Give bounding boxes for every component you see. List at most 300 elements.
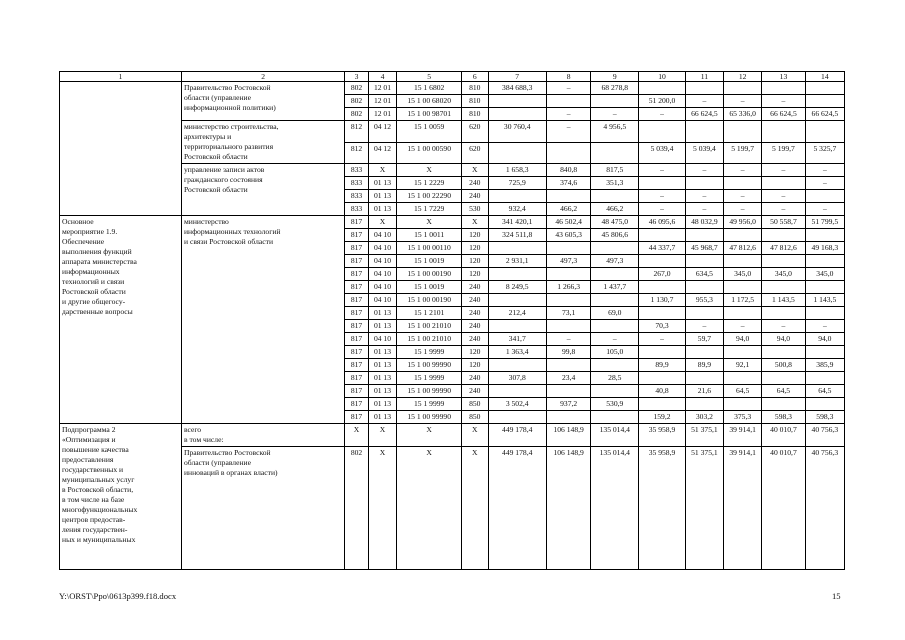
table-cell: 850 — [462, 411, 489, 424]
table-cell: 5 039,4 — [639, 142, 686, 164]
table-cell: – — [639, 203, 686, 216]
column-number: 3 — [345, 72, 368, 82]
table-cell: 12 01 — [368, 95, 397, 108]
table-cell — [724, 281, 762, 294]
table-cell: 466,2 — [546, 203, 591, 216]
text-line: информационных технологий — [183, 227, 281, 236]
table-cell — [805, 229, 844, 242]
text-line: Основное — [62, 217, 94, 226]
table-cell: 15 1 00 00590 — [397, 142, 462, 164]
table-cell: 35 958,9 — [639, 424, 686, 447]
table-cell: 385,9 — [805, 359, 844, 372]
table-cell: 5 199,7 — [724, 142, 762, 164]
table-cell: 94,0 — [762, 333, 805, 346]
table-cell: 04 12 — [368, 142, 397, 164]
table-cell — [724, 229, 762, 242]
table-cell: – — [685, 95, 723, 108]
table-cell: 46 502,4 — [546, 216, 591, 229]
table-cell: 2 931,1 — [488, 255, 546, 268]
footer-file-path: Y:\ORST\Ppo\0613p399.f18.docx — [59, 591, 177, 601]
table-cell: 449 178,4 — [488, 424, 546, 447]
table-cell — [805, 346, 844, 359]
table-cell: 01 13 — [368, 320, 397, 333]
table-cell: 135 014,4 — [591, 447, 639, 570]
table-cell: X — [368, 424, 397, 447]
table-cell: 01 13 — [368, 307, 397, 320]
table-cell: 40 010,7 — [762, 447, 805, 570]
table-cell: X — [397, 216, 462, 229]
table-cell — [546, 95, 591, 108]
text-line: в Ростовской области, — [62, 485, 134, 494]
text-line: информационной политики) — [183, 103, 276, 112]
table-cell: 120 — [462, 229, 489, 242]
table-row — [60, 82, 845, 95]
table-cell: 44 337,7 — [639, 242, 686, 255]
table-body — [60, 72, 845, 570]
table-cell: 802 — [345, 108, 368, 121]
table-cell: – — [805, 203, 844, 216]
table-cell: 267,0 — [639, 268, 686, 281]
table-cell: 497,3 — [546, 255, 591, 268]
table-cell: 23,4 — [546, 372, 591, 385]
table-cell — [591, 242, 639, 255]
table-cell: 64,5 — [805, 385, 844, 398]
text-line: архитектуры и — [183, 132, 232, 141]
table-cell — [591, 142, 639, 164]
table-cell: 324 511,8 — [488, 229, 546, 242]
table-cell — [762, 82, 805, 95]
table-cell: – — [805, 164, 844, 177]
table-cell — [639, 229, 686, 242]
table-cell — [685, 346, 723, 359]
table-cell: 106 148,9 — [546, 424, 591, 447]
table-cell — [805, 307, 844, 320]
table-cell: 106 148,9 — [546, 447, 591, 570]
table-cell: 49 956,0 — [724, 216, 762, 229]
table-cell: 497,3 — [591, 255, 639, 268]
table-cell — [685, 398, 723, 411]
table-cell — [762, 255, 805, 268]
table-cell: 833 — [345, 190, 368, 203]
table-cell: 8 249,5 — [488, 281, 546, 294]
table-cell: 39 914,1 — [724, 447, 762, 570]
budget-table — [59, 71, 845, 570]
table-cell: 12 01 — [368, 82, 397, 95]
text-line: Подпрограмма 2 — [62, 425, 116, 434]
table-cell: – — [639, 164, 686, 177]
column-number: 10 — [639, 72, 686, 82]
table-cell — [591, 320, 639, 333]
text-line: инноваций в органах власти) — [183, 468, 278, 477]
text-line: выполнения функций — [62, 247, 132, 256]
table-cell: 15 1 00 99990 — [397, 359, 462, 372]
table-cell: 46 095,6 — [639, 216, 686, 229]
table-cell: 39 914,1 — [724, 424, 762, 447]
column-number: 12 — [724, 72, 762, 82]
table-cell — [546, 242, 591, 255]
table-cell — [639, 255, 686, 268]
table-cell: 15 1 00 99990 — [397, 411, 462, 424]
table-cell: 634,5 — [685, 268, 723, 281]
table-cell: 4 956,5 — [591, 121, 639, 143]
table-cell: 15 1 00 00110 — [397, 242, 462, 255]
table-cell: – — [724, 203, 762, 216]
table-cell: – — [762, 203, 805, 216]
table-cell: – — [685, 190, 723, 203]
table-cell: – — [546, 108, 591, 121]
table-cell — [724, 307, 762, 320]
column-number: 5 — [397, 72, 462, 82]
table-cell: 15 1 6802 — [397, 82, 462, 95]
text-line: в том числе: — [183, 435, 224, 444]
table-cell — [546, 190, 591, 203]
table-cell: X — [368, 447, 397, 570]
table-cell: 28,5 — [591, 372, 639, 385]
table-cell: 5 199,7 — [762, 142, 805, 164]
table-cell — [591, 359, 639, 372]
table-cell: 15 1 0011 — [397, 229, 462, 242]
text-line: всего — [183, 425, 202, 434]
column-number: 14 — [805, 72, 844, 82]
column-number-header — [60, 72, 845, 82]
table-cell: – — [724, 95, 762, 108]
table-cell: 802 — [345, 95, 368, 108]
table-cell — [685, 121, 723, 143]
table-cell: 620 — [462, 142, 489, 164]
table-cell — [546, 385, 591, 398]
table-cell: 120 — [462, 359, 489, 372]
table-cell: 341 420,1 — [488, 216, 546, 229]
table-cell: – — [724, 190, 762, 203]
table-cell — [639, 82, 686, 95]
table-cell: 240 — [462, 190, 489, 203]
table-cell: 01 13 — [368, 203, 397, 216]
table-cell — [546, 320, 591, 333]
table-cell — [805, 398, 844, 411]
table-cell: 307,8 — [488, 372, 546, 385]
table-cell: 51 799,5 — [805, 216, 844, 229]
text-line: аппарата министерства — [62, 257, 137, 266]
table-cell: 04 10 — [368, 255, 397, 268]
text-line: Правительство Ростовской — [183, 83, 271, 92]
table-cell: 99,8 — [546, 346, 591, 359]
table-cell — [546, 142, 591, 164]
table-cell — [762, 307, 805, 320]
table-cell: 47 812,6 — [724, 242, 762, 255]
table-cell — [639, 372, 686, 385]
table-cell: 341,7 — [488, 333, 546, 346]
table-cell: 01 13 — [368, 372, 397, 385]
table-cell: 45 806,6 — [591, 229, 639, 242]
table-cell: 817 — [345, 255, 368, 268]
table-cell: 817 — [345, 398, 368, 411]
table-cell: – — [591, 108, 639, 121]
table-cell: 449 178,4 — [488, 447, 546, 570]
table-cell: 40 756,3 — [805, 424, 844, 447]
table-cell: 817 — [345, 346, 368, 359]
table-cell — [591, 95, 639, 108]
activity-1-9-title — [60, 216, 182, 424]
text-line: технологий и связи — [62, 277, 125, 286]
table-cell: – — [639, 190, 686, 203]
table-cell — [762, 229, 805, 242]
table-cell: 240 — [462, 307, 489, 320]
table-cell — [724, 177, 762, 190]
table-cell: 15 1 00 00190 — [397, 294, 462, 307]
table-cell: 92,1 — [724, 359, 762, 372]
table-cell — [639, 307, 686, 320]
table-cell — [546, 268, 591, 281]
table-cell — [488, 242, 546, 255]
table-cell — [488, 190, 546, 203]
executor-name — [181, 121, 344, 164]
table-cell: 70,3 — [639, 320, 686, 333]
table-cell: 51 375,1 — [685, 424, 723, 447]
table-cell: – — [724, 164, 762, 177]
table-cell: 1 172,5 — [724, 294, 762, 307]
table-cell — [488, 268, 546, 281]
table-cell: 64,5 — [724, 385, 762, 398]
table-cell: 48 475,0 — [591, 216, 639, 229]
table-cell — [805, 95, 844, 108]
table-cell — [546, 294, 591, 307]
table-cell: 1 143,5 — [762, 294, 805, 307]
table-cell: 01 13 — [368, 346, 397, 359]
table-cell: 375,3 — [724, 411, 762, 424]
text-line: Ростовской области — [183, 185, 248, 194]
table-cell — [724, 372, 762, 385]
table-cell: 15 1 00 98701 — [397, 108, 462, 121]
table-cell: 1 437,7 — [591, 281, 639, 294]
table-cell: 937,2 — [546, 398, 591, 411]
table-cell: 65 336,0 — [724, 108, 762, 121]
text-line: Правительство Ростовской — [183, 448, 271, 457]
table-cell: 598,3 — [805, 411, 844, 424]
table-cell: 817 — [345, 411, 368, 424]
table-cell: 240 — [462, 372, 489, 385]
table-cell — [724, 346, 762, 359]
table-cell: 955,3 — [685, 294, 723, 307]
text-line: повышение качества — [62, 445, 129, 454]
table-cell: 64,5 — [762, 385, 805, 398]
table-cell: 817 — [345, 359, 368, 372]
table-cell: 30 760,4 — [488, 121, 546, 143]
text-line: предоставления — [62, 455, 114, 464]
table-cell: 66 624,5 — [685, 108, 723, 121]
text-line: муниципальных услуг — [62, 475, 135, 484]
table-cell: 817 — [345, 385, 368, 398]
table-cell — [546, 411, 591, 424]
table-cell: 1 143,5 — [805, 294, 844, 307]
table-cell: 15 1 0059 — [397, 121, 462, 143]
table-cell: 530,9 — [591, 398, 639, 411]
table-cell: 04 10 — [368, 242, 397, 255]
table-cell: 47 812,6 — [762, 242, 805, 255]
executor-name — [181, 424, 344, 447]
table-cell: 35 958,9 — [639, 447, 686, 570]
table-cell: 94,0 — [724, 333, 762, 346]
table-cell: X — [462, 164, 489, 177]
table-cell: 15 1 0019 — [397, 281, 462, 294]
table-cell: 01 13 — [368, 190, 397, 203]
table-cell: 15 1 9999 — [397, 398, 462, 411]
table-cell: 120 — [462, 346, 489, 359]
table-cell: 15 1 2101 — [397, 307, 462, 320]
table-cell: 73,1 — [546, 307, 591, 320]
table-cell: – — [724, 320, 762, 333]
table-cell — [685, 177, 723, 190]
table-cell: – — [762, 320, 805, 333]
table-cell — [546, 359, 591, 372]
table-cell: 01 13 — [368, 411, 397, 424]
table-cell: 01 13 — [368, 398, 397, 411]
table-cell: 812 — [345, 121, 368, 143]
table-cell: 3 502,4 — [488, 398, 546, 411]
table-cell: 932,4 — [488, 203, 546, 216]
table-cell: 530 — [462, 203, 489, 216]
table-cell: X — [345, 424, 368, 447]
table-cell: 374,6 — [546, 177, 591, 190]
table-cell: – — [639, 108, 686, 121]
table-cell: X — [397, 164, 462, 177]
text-line: центров предостав- — [62, 515, 126, 524]
text-line: управление записи актов — [183, 165, 265, 174]
table-cell — [685, 281, 723, 294]
table-cell — [805, 281, 844, 294]
table-cell: 04 10 — [368, 281, 397, 294]
table-cell — [685, 307, 723, 320]
table-cell: 15 1 00 22290 — [397, 190, 462, 203]
table-cell: 15 1 7229 — [397, 203, 462, 216]
table-cell: 66 624,5 — [762, 108, 805, 121]
table-cell: 43 605,3 — [546, 229, 591, 242]
table-cell: – — [805, 320, 844, 333]
table-cell — [762, 177, 805, 190]
table-cell: X — [462, 424, 489, 447]
table-cell: 120 — [462, 242, 489, 255]
text-line: в том числе на базе — [62, 495, 125, 504]
text-line: области (управление — [183, 458, 251, 467]
table-cell: – — [591, 333, 639, 346]
column-number: 8 — [546, 72, 591, 82]
table-cell: 345,0 — [724, 268, 762, 281]
table-cell: 5 039,4 — [685, 142, 723, 164]
table-cell: 817 — [345, 294, 368, 307]
table-cell: 817 — [345, 268, 368, 281]
table-cell: X — [397, 424, 462, 447]
table-cell: 240 — [462, 320, 489, 333]
table-cell — [488, 95, 546, 108]
table-cell — [488, 108, 546, 121]
table-cell: 345,0 — [762, 268, 805, 281]
table-cell: 1 658,3 — [488, 164, 546, 177]
text-line: министерство строительства, — [183, 122, 279, 131]
table-cell: X — [368, 216, 397, 229]
table-cell: 725,9 — [488, 177, 546, 190]
table-cell: 240 — [462, 385, 489, 398]
table-cell — [488, 411, 546, 424]
table-cell: 817 — [345, 333, 368, 346]
table-cell: – — [685, 320, 723, 333]
text-line: многофункциональных — [62, 505, 138, 514]
table-cell: – — [546, 333, 591, 346]
table-cell: 817 — [345, 216, 368, 229]
table-cell: 833 — [345, 203, 368, 216]
table-cell: X — [462, 447, 489, 570]
table-cell: 59,7 — [685, 333, 723, 346]
table-cell: 01 13 — [368, 359, 397, 372]
table-cell — [639, 177, 686, 190]
table-cell: 303,2 — [685, 411, 723, 424]
table-cell: – — [639, 333, 686, 346]
column-number: 7 — [488, 72, 546, 82]
table-cell: 802 — [345, 82, 368, 95]
table-cell: 49 168,3 — [805, 242, 844, 255]
table-cell — [639, 346, 686, 359]
table-cell: 40 756,3 — [805, 447, 844, 570]
table-cell: 810 — [462, 95, 489, 108]
table-cell: 15 1 00 21010 — [397, 320, 462, 333]
table-cell — [639, 281, 686, 294]
table-cell: – — [762, 190, 805, 203]
table-cell: 50 558,7 — [762, 216, 805, 229]
table-cell: 810 — [462, 108, 489, 121]
text-line: области (управление — [183, 93, 251, 102]
executor-name — [181, 447, 344, 570]
column-number: 9 — [591, 72, 639, 82]
text-line: ления государствен- — [62, 525, 128, 534]
table-cell: 04 10 — [368, 294, 397, 307]
table-cell: 15 1 0019 — [397, 255, 462, 268]
table-cell — [591, 411, 639, 424]
table-cell: 51 200,0 — [639, 95, 686, 108]
table-cell — [488, 320, 546, 333]
text-line: и связи Ростовской области — [183, 237, 274, 246]
table-cell: – — [805, 177, 844, 190]
table-cell: 345,0 — [805, 268, 844, 281]
table-cell: 159,2 — [639, 411, 686, 424]
column-number: 13 — [762, 72, 805, 82]
table-cell: X — [368, 164, 397, 177]
table-cell: – — [546, 121, 591, 143]
table-cell: 04 10 — [368, 229, 397, 242]
text-line: территориального развития — [183, 142, 274, 151]
table-cell: 48 032,9 — [685, 216, 723, 229]
page-number: 15 — [832, 591, 841, 601]
table-cell — [762, 398, 805, 411]
table-cell: 240 — [462, 281, 489, 294]
table-cell: 817 — [345, 229, 368, 242]
table-cell — [762, 121, 805, 143]
table-cell: 15 1 00 21010 — [397, 333, 462, 346]
table-cell: 817 — [345, 307, 368, 320]
column-number: 4 — [368, 72, 397, 82]
table-cell: X — [462, 216, 489, 229]
column-number: 2 — [181, 72, 344, 82]
table-cell — [591, 268, 639, 281]
text-line: гражданского состояния — [183, 175, 263, 184]
table-cell — [639, 398, 686, 411]
table-cell: 40,8 — [639, 385, 686, 398]
table-cell — [488, 294, 546, 307]
table-cell: 5 325,7 — [805, 142, 844, 164]
text-line: дарственные вопросы — [62, 307, 133, 316]
table-cell: 15 1 00 68020 — [397, 95, 462, 108]
column-number: 6 — [462, 72, 489, 82]
table-cell: 04 12 — [368, 121, 397, 143]
table-cell — [762, 346, 805, 359]
column-number: 1 — [60, 72, 182, 82]
